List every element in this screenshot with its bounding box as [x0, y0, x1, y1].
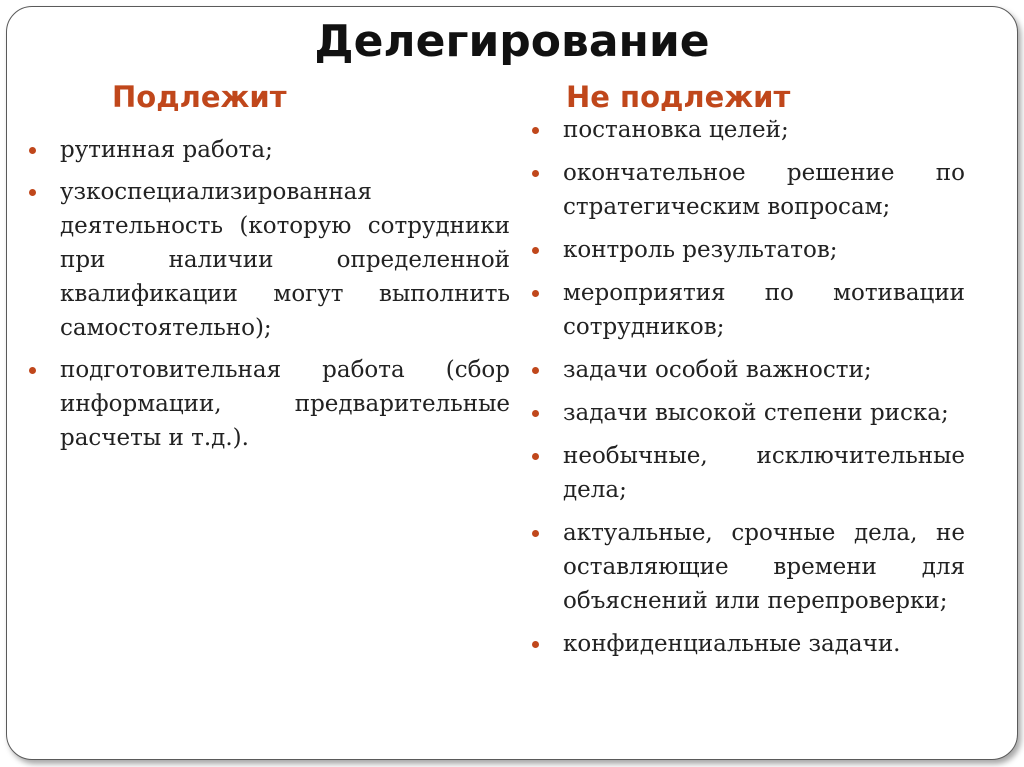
list-item: необычные, исключительные дела; — [563, 439, 965, 507]
list-item: рутинная работа; — [60, 133, 510, 167]
left-column-list — [60, 133, 510, 463]
left-column-heading: Подлежит — [112, 80, 287, 114]
list-item: конфиденциальные задачи. — [563, 627, 965, 661]
list-item: постановка целей; — [563, 113, 965, 147]
list-item: окончательное решение по стратегическим вопросам; — [563, 156, 965, 224]
right-column-heading: Не подлежит — [566, 80, 791, 114]
list-item: подготовительная работа (сбор информации, предварительные расчеты и т.д.). — [60, 353, 510, 455]
list-item: задачи высокой степени риска; — [563, 396, 965, 430]
list-item: актуальные, срочные дела, не оставляющие времени для объяснений или перепроверки; — [563, 516, 965, 618]
list-item: узкоспециализированная деятельность (которую сотрудники при наличии определенной квалификации могут выполнить самостоятельно); — [60, 175, 510, 345]
right-column-list — [563, 113, 965, 670]
list-item: задачи особой важности; — [563, 353, 965, 387]
slide-title: Делегирование — [314, 16, 710, 67]
list-item: мероприятия по мотивации сотрудников; — [563, 276, 965, 344]
list-item: контроль результатов; — [563, 233, 965, 267]
